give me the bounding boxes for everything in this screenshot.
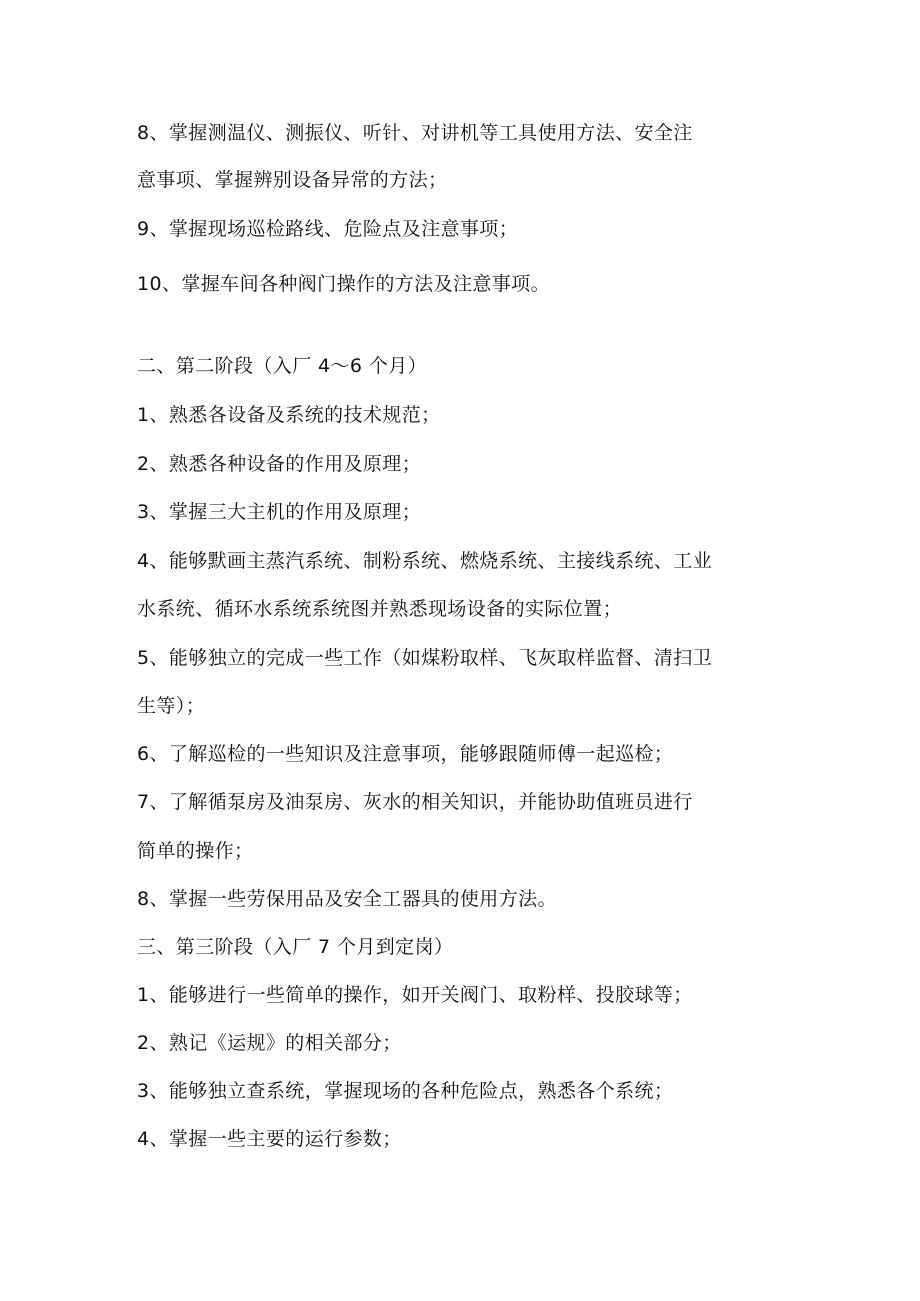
section-heading-stage2: 二、第二阶段（入厂 4～6 个月） [137,355,428,377]
text-line-stage2-item2: 2、熟悉各种设备的作用及原理； [137,453,422,475]
text-line-stage2-item3: 3、掌握三大主机的作用及原理； [137,501,422,523]
text-line-stage3-item4: 4、掌握一些主要的运行参数； [137,1128,402,1150]
text-line-stage2-item7-cont: 简单的操作； [137,840,254,862]
text-line-stage3-item1: 1、能够进行一些简单的操作，如开关阀门、取粉样、投胶球等； [137,984,693,1006]
text-line-stage2-item5: 5、能够独立的完成一些工作（如煤粉取样、飞灰取样监督、清扫卫 [137,647,713,669]
text-line-stage2-item8: 8、掌握一些劳保用品及安全工器具的使用方法。 [137,888,557,910]
text-line-stage1-item8: 8、掌握测温仪、测振仪、听针、对讲机等工具使用方法、安全注 [137,122,693,144]
text-line-stage2-item4: 4、能够默画主蒸汽系统、制粉系统、燃烧系统、主接线系统、工业 [137,550,713,572]
text-line-stage1-item8-cont: 意事项、掌握辨别设备异常的方法； [137,169,448,191]
text-line-stage1-item9: 9、掌握现场巡检路线、危险点及注意事项； [137,218,519,240]
section-heading-stage3: 三、第三阶段（入厂 7 个月到定岗） [137,936,454,958]
text-line-stage3-item3: 3、能够独立查系统，掌握现场的各种危险点，熟悉各个系统； [137,1080,674,1102]
text-line-stage3-item2: 2、熟记《运规》的相关部分； [137,1032,402,1054]
text-line-stage2-item7: 7、了解循泵房及油泵房、灰水的相关知识，并能协助值班员进行 [137,791,693,813]
text-line-stage1-item10: 10、掌握车间各种阀门操作的方法及注意事项。 [137,273,550,295]
text-line-stage2-item6: 6、了解巡检的一些知识及注意事项，能够跟随师傅一起巡检； [137,743,674,765]
text-line-stage2-item4-cont: 水系统、循环水系统系统图并熟悉现场设备的实际位置； [137,598,623,620]
text-line-stage2-item5-cont: 生等）； [137,695,206,717]
text-line-stage2-item1: 1、熟悉各设备及系统的技术规范； [137,404,441,426]
